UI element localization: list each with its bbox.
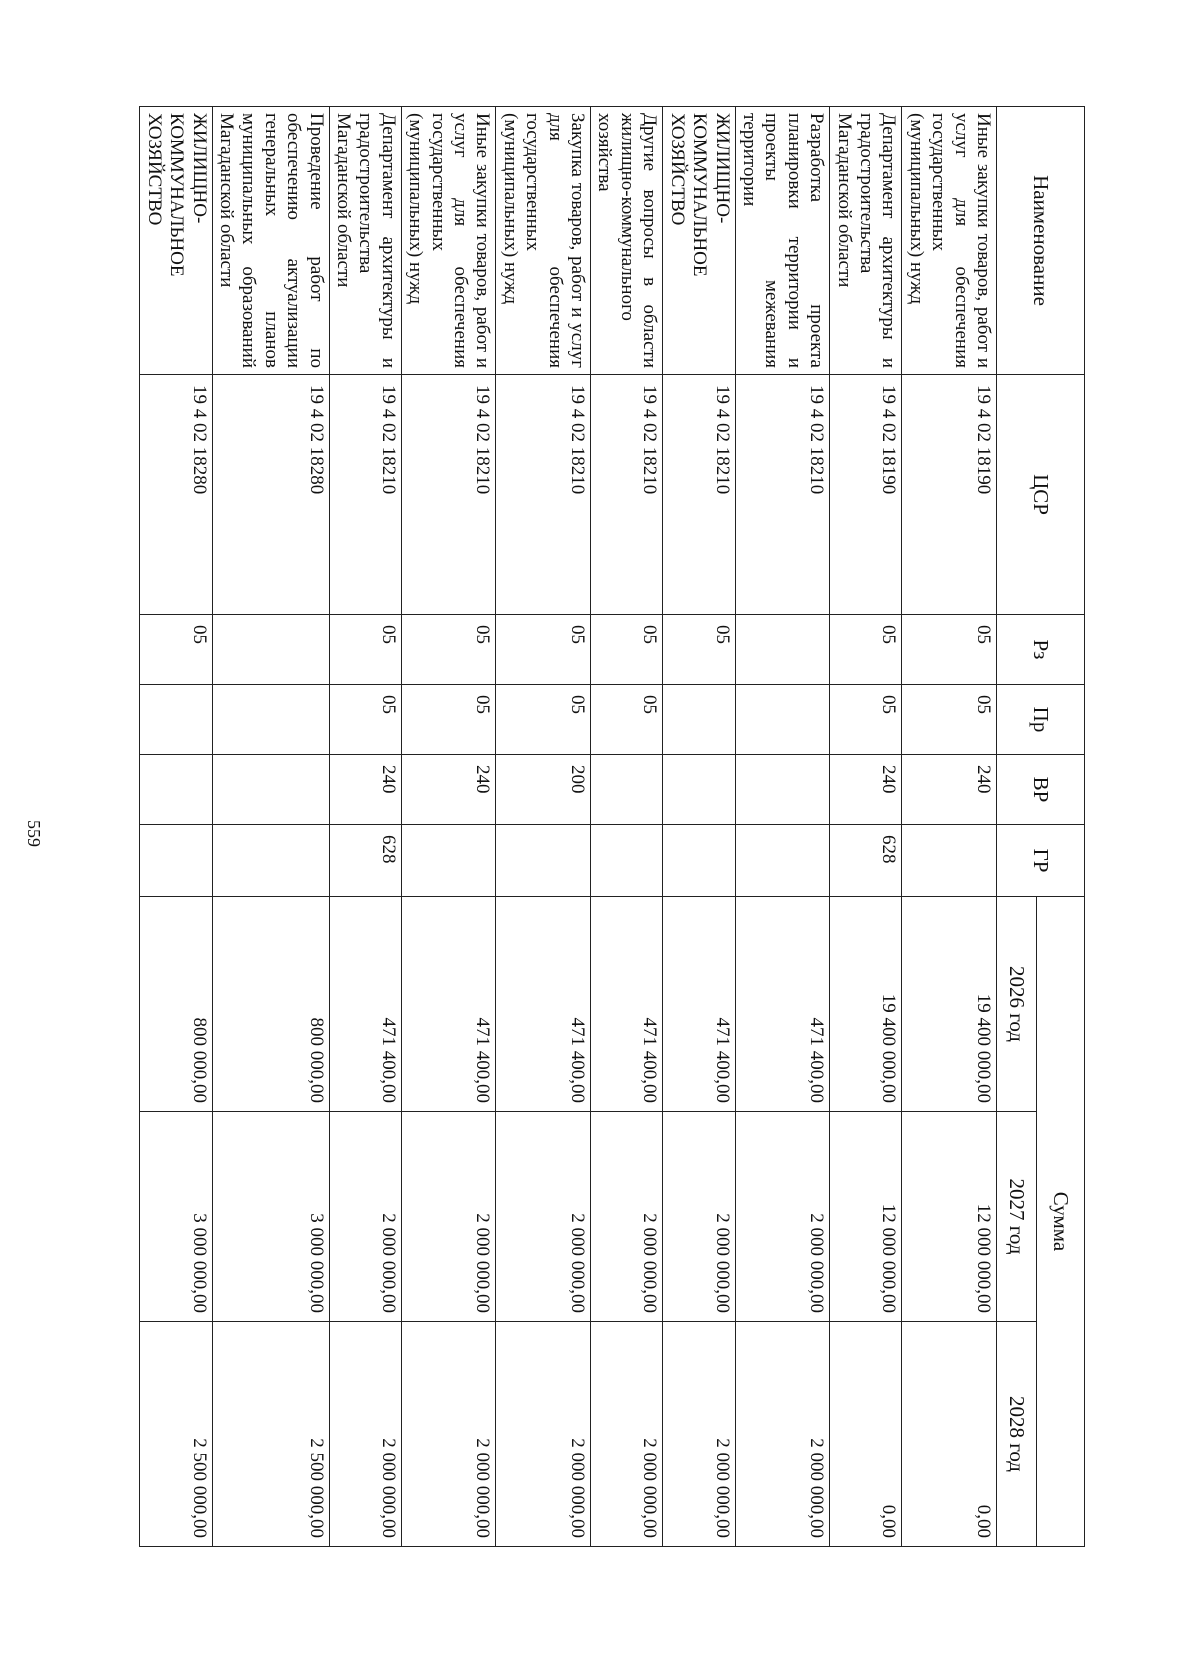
table-row <box>401 107 496 1547</box>
cell-vr <box>591 755 663 825</box>
cell-vr <box>735 755 830 825</box>
table-row <box>496 107 591 1547</box>
cell-csr: 19 4 02 18190 <box>902 375 997 615</box>
cell-2028: 0,00 <box>902 1322 997 1547</box>
budget-table <box>139 106 1085 1547</box>
cell-name: Проведение работ по обеспечению актуализации генеральных планов муниципальных образований Магаданской области <box>212 107 329 375</box>
cell-gr <box>591 825 663 897</box>
cell-pr: 05 <box>401 685 496 755</box>
cell-gr: 628 <box>329 825 401 897</box>
cell-2027: 2 000 000,00 <box>663 1112 735 1322</box>
cell-vr <box>663 755 735 825</box>
cell-vr: 240 <box>830 755 902 825</box>
cell-name: Разработка проекта планировки территории и проекты межевания территории <box>735 107 830 375</box>
page-number: 559 <box>24 820 44 847</box>
cell-gr <box>140 825 212 897</box>
table-row <box>329 107 401 1547</box>
cell-pr <box>140 685 212 755</box>
cell-2027: 2 000 000,00 <box>401 1112 496 1322</box>
header-sum: Сумма <box>1037 897 1085 1547</box>
cell-2027: 12 000 000,00 <box>830 1112 902 1322</box>
header-csr: ЦСР <box>997 375 1085 615</box>
header-vr: ВР <box>997 755 1085 825</box>
cell-vr: 240 <box>902 755 997 825</box>
cell-2028: 2 500 000,00 <box>212 1322 329 1547</box>
table-row <box>212 107 329 1547</box>
table-row <box>140 107 212 1547</box>
cell-gr <box>401 825 496 897</box>
cell-2028: 2 000 000,00 <box>591 1322 663 1547</box>
cell-2027: 2 000 000,00 <box>329 1112 401 1322</box>
cell-2028: 2 000 000,00 <box>401 1322 496 1547</box>
cell-gr <box>663 825 735 897</box>
cell-2028: 2 000 000,00 <box>496 1322 591 1547</box>
cell-vr: 240 <box>329 755 401 825</box>
cell-2028: 2 000 000,00 <box>329 1322 401 1547</box>
cell-rz: 05 <box>591 615 663 685</box>
cell-rz: 05 <box>329 615 401 685</box>
cell-2026: 800 000,00 <box>212 897 329 1112</box>
cell-2028: 2 000 000,00 <box>735 1322 830 1547</box>
cell-2026: 471 400,00 <box>735 897 830 1112</box>
cell-gr: 628 <box>830 825 902 897</box>
cell-csr: 19 4 02 18210 <box>496 375 591 615</box>
cell-pr <box>212 685 329 755</box>
cell-rz: 05 <box>902 615 997 685</box>
table-row <box>902 107 997 1547</box>
cell-rz: 05 <box>401 615 496 685</box>
cell-vr <box>140 755 212 825</box>
cell-2026: 471 400,00 <box>591 897 663 1112</box>
cell-vr: 200 <box>496 755 591 825</box>
cell-2026: 800 000,00 <box>140 897 212 1112</box>
cell-2026: 19 400 000,00 <box>902 897 997 1112</box>
cell-name: Закупка товаров, работ и услуг для обеспечения государственных (муниципальных) нужд <box>496 107 591 375</box>
cell-2026: 471 400,00 <box>401 897 496 1112</box>
cell-2027: 2 000 000,00 <box>496 1112 591 1322</box>
cell-2027: 3 000 000,00 <box>140 1112 212 1322</box>
cell-vr <box>212 755 329 825</box>
cell-2027: 2 000 000,00 <box>591 1112 663 1322</box>
cell-name: Иные закупки товаров, работ и услуг для обеспечения государственных (муниципальных) нужд <box>401 107 496 375</box>
cell-name: Иные закупки товаров, работ и услуг для обеспечения государственных (муниципальных) нужд <box>902 107 997 375</box>
cell-2026: 471 400,00 <box>663 897 735 1112</box>
table-row <box>830 107 902 1547</box>
cell-rz <box>212 615 329 685</box>
table-row <box>591 107 663 1547</box>
cell-rz: 05 <box>496 615 591 685</box>
cell-csr: 19 4 02 18190 <box>830 375 902 615</box>
cell-csr: 19 4 02 18210 <box>591 375 663 615</box>
cell-rz: 05 <box>140 615 212 685</box>
cell-vr: 240 <box>401 755 496 825</box>
cell-pr: 05 <box>329 685 401 755</box>
cell-gr <box>902 825 997 897</box>
cell-pr: 05 <box>902 685 997 755</box>
table-row <box>735 107 830 1547</box>
cell-name: Департамент архитектуры и градостроительства Магаданской области <box>830 107 902 375</box>
header-year-2027: 2027 год <box>997 1112 1037 1322</box>
cell-csr: 19 4 02 18280 <box>140 375 212 615</box>
cell-2028: 0,00 <box>830 1322 902 1547</box>
cell-2028: 2 500 000,00 <box>140 1322 212 1547</box>
cell-csr: 19 4 02 18210 <box>401 375 496 615</box>
cell-gr <box>735 825 830 897</box>
cell-csr: 19 4 02 18210 <box>735 375 830 615</box>
table-row <box>663 107 735 1547</box>
header-gr: ГР <box>997 825 1085 897</box>
header-year-2026: 2026 год <box>997 897 1037 1112</box>
header-name: Наименование <box>997 107 1085 375</box>
header-pr: Пр <box>997 685 1085 755</box>
cell-name: ЖИЛИЩНО-КОММУНАЛЬНОЕ ХОЗЯЙСТВО <box>140 107 212 375</box>
cell-2028: 2 000 000,00 <box>663 1322 735 1547</box>
rotated-table-container <box>143 106 1085 1546</box>
cell-2027: 12 000 000,00 <box>902 1112 997 1322</box>
cell-2027: 2 000 000,00 <box>735 1112 830 1322</box>
cell-name: Другие вопросы в области жилищно-коммунального хозяйства <box>591 107 663 375</box>
cell-pr <box>663 685 735 755</box>
cell-csr: 19 4 02 18210 <box>329 375 401 615</box>
cell-name: ЖИЛИЩНО-КОММУНАЛЬНОЕ ХОЗЯЙСТВО <box>663 107 735 375</box>
cell-gr <box>496 825 591 897</box>
cell-rz: 05 <box>830 615 902 685</box>
header-year-2028: 2028 год <box>997 1322 1037 1547</box>
cell-rz <box>735 615 830 685</box>
cell-pr: 05 <box>496 685 591 755</box>
cell-2027: 3 000 000,00 <box>212 1112 329 1322</box>
cell-2026: 19 400 000,00 <box>830 897 902 1112</box>
cell-2026: 471 400,00 <box>329 897 401 1112</box>
cell-csr: 19 4 02 18210 <box>663 375 735 615</box>
cell-name: Департамент архитектуры и градостроительства Магаданской области <box>329 107 401 375</box>
cell-2026: 471 400,00 <box>496 897 591 1112</box>
cell-gr <box>212 825 329 897</box>
cell-pr: 05 <box>591 685 663 755</box>
cell-rz: 05 <box>663 615 735 685</box>
cell-pr <box>735 685 830 755</box>
header-rz: Рз <box>997 615 1085 685</box>
cell-pr: 05 <box>830 685 902 755</box>
cell-csr: 19 4 02 18280 <box>212 375 329 615</box>
